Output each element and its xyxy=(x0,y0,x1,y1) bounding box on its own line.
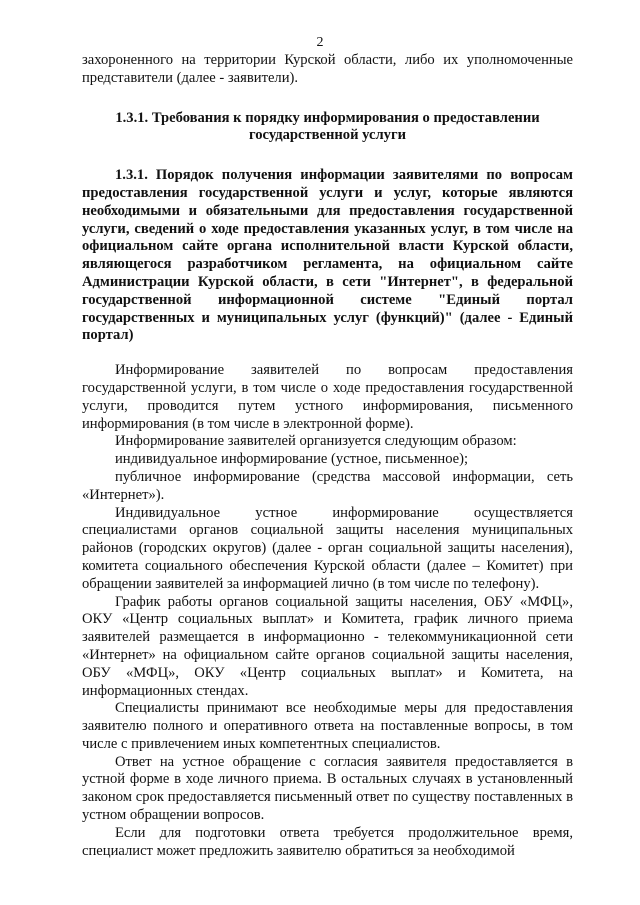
paragraph-schedule: График работы органов социальной защиты населения, ОБУ «МФЦ», ОКУ «Центр социальных выплат» и Комитета, график личного приема заявителей размещается в информационно - телекоммуникационной сети «Интернет» на официальном сайте органов социальной защиты населения, ОБУ «МФЦ», ОКУ «Центр социальных выплат» и Комитета, на информационных стендах. xyxy=(82,593,573,699)
paragraph-public: публичное информирование (средства массовой информации, сеть «Интернет»). xyxy=(82,468,573,503)
paragraph-informing: Информирование заявителей по вопросам предоставления государственной услуги, в том числе о ходе предоставления государственной услуги, проводится путем устного информирования, письменного информирования (в том числе в электронной форме). xyxy=(82,362,573,432)
paragraph-oral-response: Ответ на устное обращение с согласия заявителя предоставляется в устной форме в ходе личного приема. В остальных случаях в установленный законом срок предоставляется письменный ответ по существу поставленных в устном обращении вопросов. xyxy=(82,753,573,824)
section-heading: 1.3.1. Требования к порядку информирования о предоставлении государственной услуги xyxy=(115,109,540,144)
subsection-heading: 1.3.1. Порядок получения информации заявителями по вопросам предоставления государственной услуги и услуг, которые являются необходимыми и обязательными для предоставления государственной услуги, сведений о ходе предоставления указанных услуг, в том числе на официальном сайте органа исполнительной власти Курской области, являющегося разработчиком регламента, на официальном сайте Администрации Курской области, в сети "Интернет", в федеральной государственной информационной системе "Единый портал государственных и муниципальных услуг (функций)" (далее - Единый портал) xyxy=(82,167,573,344)
page-number: 2 xyxy=(316,35,324,50)
paragraph-specialists: Специалисты принимают все необходимые меры для предоставления заявителю полного и оперативного ответа на поставленные вопросы, в том числе с привлечением иных компетентных специалистов. xyxy=(82,700,573,752)
paragraph-oral-informing: Индивидуальное устное информирование осуществляется специалистами органов социальной защиты населения муниципальных районов (городских округов) (далее - орган социальной защиты населения), комитета социального обеспечения Курской области (далее – Комитет) при обращении заявителей за информацией лично (в том числе по телефону). xyxy=(82,504,573,592)
intro-continuation: захороненного на территории Курской области, либо их уполномоченные представители (далее - заявители). xyxy=(82,52,573,86)
paragraph-long-preparation: Если для подготовки ответа требуется продолжительное время, специалист может предложить заявителю обратиться за необходимой xyxy=(82,824,573,859)
document-body xyxy=(82,52,573,860)
paragraph-organization: Информирование заявителей организуется следующим образом: xyxy=(115,433,517,450)
paragraph-individual: индивидуальное информирование (устное, письменное); xyxy=(115,451,469,468)
